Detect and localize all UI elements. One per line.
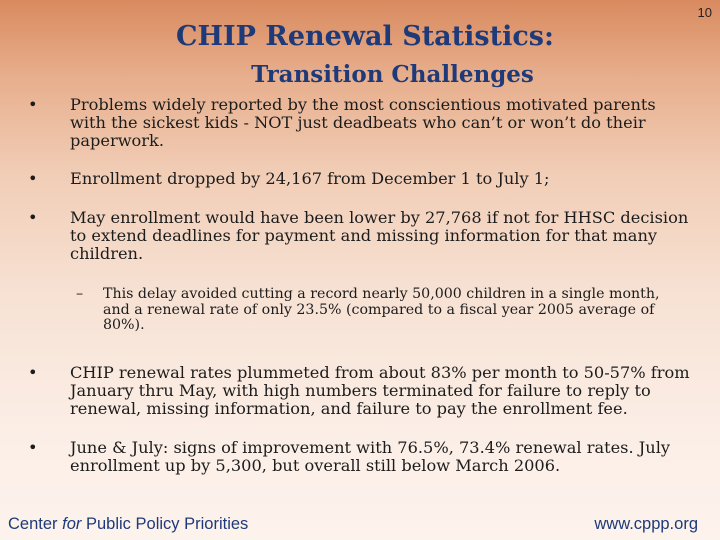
bullet-item xyxy=(28,209,692,263)
footer-organization xyxy=(8,515,248,534)
bullet-marker: • xyxy=(28,208,38,227)
footer-org-for: for xyxy=(62,515,82,533)
sub-bullet-marker: – xyxy=(76,286,84,302)
title-subtitle: Transition Challenges xyxy=(251,61,534,88)
footer-url: www.cppp.org xyxy=(594,515,698,533)
bullet-item xyxy=(28,439,692,475)
bullet-text: Enrollment dropped by 24,167 from December 1 to July 1; xyxy=(70,169,550,188)
bullet-item xyxy=(28,364,692,418)
bullet-marker: • xyxy=(28,437,38,457)
sub-bullet-item xyxy=(28,287,692,334)
bullet-text: CHIP renewal rates plummeted from about 83% per month to 50-57% from January thru May, with high numbers terminated for failure to reply to renewal, missing information, and failure to pay the enrollment fee. xyxy=(70,362,690,418)
sub-bullet-text: This delay avoided cutting a record nearly 50,000 children in a single month, and a renewal rate of only 23.5% (compared to a fiscal year 2005 average of 80%). xyxy=(103,286,660,333)
bullet-text: June & July: signs of improvement with 76.5%, 73.4% renewal rates. July enrollment up by 5,300, but overall still below March 2006. xyxy=(70,437,671,475)
bullet-marker: • xyxy=(28,362,38,382)
bullet-item xyxy=(28,170,692,188)
slide-title xyxy=(0,20,720,90)
footer-org-prefix: Center xyxy=(8,515,58,533)
title-main: CHIP Renewal Statistics: xyxy=(176,21,554,52)
slide-content xyxy=(28,96,692,475)
bullet-item xyxy=(28,96,692,150)
bullet-marker: • xyxy=(28,95,38,114)
bullet-marker: • xyxy=(28,169,38,188)
bullet-text: May enrollment would have been lower by 27,768 if not for HHSC decision to extend deadlines for payment and missing information for that many children. xyxy=(70,208,689,263)
bullet-text: Problems widely reported by the most conscientious motivated parents with the sickest kids - NOT just deadbeats who can’t or won’t do their paperwork. xyxy=(70,95,656,150)
footer-org-suffix: Public Policy Priorities xyxy=(85,515,249,533)
slide-number: 10 xyxy=(697,5,712,20)
